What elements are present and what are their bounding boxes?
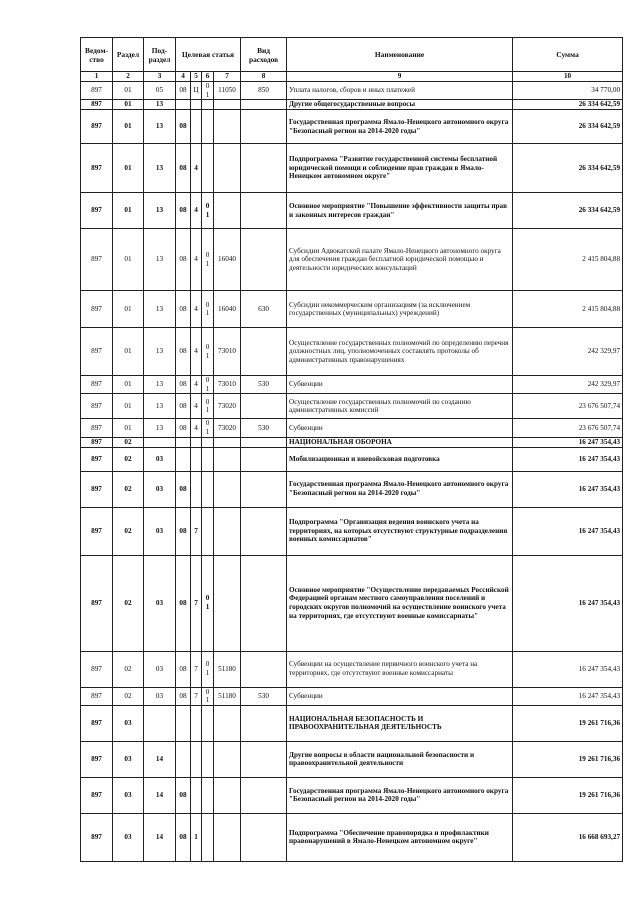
cell-name: Другие вопросы в области национальной безопасности и правоохранительной деятельности — [287, 741, 513, 777]
cell-vid — [241, 193, 287, 229]
cell-target-program: 08 — [176, 555, 191, 651]
table-row — [81, 777, 623, 813]
header-target: Целевая статья — [176, 38, 241, 72]
cell-vid — [241, 705, 287, 741]
cell-name: Осуществление государственных полномочий по созданию административных комиссий — [287, 394, 513, 419]
cell-sum: 16 668 693,27 — [513, 813, 623, 861]
cell-target-subprogram: 7 — [191, 687, 202, 705]
cell-sum: 242 329,97 — [513, 328, 623, 376]
cell-podrazdel: 03 — [144, 471, 176, 507]
cell-sum: 16 247 354,43 — [513, 687, 623, 705]
cell-target-direction: 73020 — [214, 419, 241, 437]
cell-target-subprogram — [191, 741, 202, 777]
cell-target-direction: 73010 — [214, 328, 241, 376]
cell-target-event: 01 — [202, 291, 214, 328]
cell-vid — [241, 447, 287, 471]
cell-vid — [241, 394, 287, 419]
cell-sum: 16 247 354,43 — [513, 507, 623, 555]
table-row — [81, 687, 623, 705]
cell-podrazdel: 13 — [144, 328, 176, 376]
cell-target-subprogram: 4 — [191, 144, 202, 193]
cell-target-direction: 73020 — [214, 394, 241, 419]
cell-target-subprogram: 7 — [191, 555, 202, 651]
cell-name: Уплата налогов, сборов и иных платежей — [287, 82, 513, 100]
cell-razdel: 01 — [113, 110, 144, 144]
cell-target-subprogram: 4 — [191, 376, 202, 394]
cell-name: Субсидии некоммерческим организациям (за исключением государственных (муниципальных) учреждений) — [287, 291, 513, 328]
header-razdel: Раздел — [113, 38, 144, 72]
cell-name: Подпрограмма "Обеспечение правопорядка и профилактики правонарушений в Ямало-Ненецком автономном округе" — [287, 813, 513, 861]
cell-name: Другие общегосударственные вопросы — [287, 100, 513, 110]
cell-target-subprogram — [191, 471, 202, 507]
cell-razdel: 01 — [113, 394, 144, 419]
cell-ved: 897 — [81, 144, 113, 193]
cell-target-direction: 16040 — [214, 291, 241, 328]
table-row — [81, 229, 623, 291]
table-row — [81, 193, 623, 229]
cell-target-event — [202, 471, 214, 507]
column-number: 8 — [241, 72, 287, 82]
cell-ved: 897 — [81, 741, 113, 777]
cell-target-direction — [214, 507, 241, 555]
cell-vid — [241, 507, 287, 555]
cell-target-subprogram: 4 — [191, 394, 202, 419]
cell-target-event: 01 — [202, 193, 214, 229]
cell-ved: 897 — [81, 291, 113, 328]
cell-sum: 242 329,97 — [513, 376, 623, 394]
cell-podrazdel: 03 — [144, 507, 176, 555]
table-row — [81, 82, 623, 100]
cell-name: Подпрограмма "Развитие государственной системы бесплатной юридической помощи и соблюдение прав граждан в Ямало-Ненецком автономном округе" — [287, 144, 513, 193]
cell-target-program — [176, 705, 191, 741]
cell-target-event — [202, 100, 214, 110]
cell-target-program: 08 — [176, 328, 191, 376]
cell-target-event — [202, 437, 214, 447]
cell-target-direction — [214, 144, 241, 193]
table-row — [81, 328, 623, 376]
cell-vid — [241, 741, 287, 777]
cell-target-event: 01 — [202, 419, 214, 437]
cell-target-event — [202, 777, 214, 813]
table-row — [81, 741, 623, 777]
table-row — [81, 813, 623, 861]
column-number: 9 — [287, 72, 513, 82]
cell-target-program: 08 — [176, 687, 191, 705]
cell-ved: 897 — [81, 193, 113, 229]
budget-table — [80, 37, 623, 862]
cell-sum: 34 770,00 — [513, 82, 623, 100]
cell-name: Субвенции — [287, 687, 513, 705]
cell-vid — [241, 651, 287, 687]
cell-target-event: 01 — [202, 376, 214, 394]
cell-target-event — [202, 813, 214, 861]
cell-target-subprogram: 1 — [191, 813, 202, 861]
cell-ved: 897 — [81, 110, 113, 144]
cell-podrazdel: 03 — [144, 447, 176, 471]
cell-target-program: 08 — [176, 193, 191, 229]
header-vid: Вид расходов — [241, 38, 287, 72]
cell-name: Государственная программа Ямало-Ненецкого автономного округа "Безопасный регион на 2014-2020 годы" — [287, 110, 513, 144]
cell-vid — [241, 110, 287, 144]
cell-razdel: 03 — [113, 777, 144, 813]
table-row — [81, 437, 623, 447]
header-podrazdel: Под-раздел — [144, 38, 176, 72]
cell-vid — [241, 777, 287, 813]
cell-target-program: 08 — [176, 144, 191, 193]
cell-target-direction — [214, 193, 241, 229]
cell-target-program: 08 — [176, 291, 191, 328]
cell-vid: 530 — [241, 419, 287, 437]
cell-razdel: 01 — [113, 144, 144, 193]
cell-target-event — [202, 507, 214, 555]
cell-target-subprogram: 4 — [191, 291, 202, 328]
cell-vid — [241, 437, 287, 447]
cell-target-event: 01 — [202, 555, 214, 651]
cell-name: Осуществление государственных полномочий по определению перечня должностных лиц, уполномоченных составлять протоколы об административных правонарушениях — [287, 328, 513, 376]
cell-ved: 897 — [81, 471, 113, 507]
cell-sum: 26 334 642,59 — [513, 100, 623, 110]
cell-sum: 16 247 354,43 — [513, 651, 623, 687]
cell-podrazdel: 13 — [144, 144, 176, 193]
cell-name: Основное мероприятие "Осуществление передаваемых Российской Федерацией органам местного самоуправления поселений и городских округов полномочий на осуществление воинского учета на территориях, где отсутствуют военные комиссариаты" — [287, 555, 513, 651]
cell-podrazdel: 13 — [144, 419, 176, 437]
cell-razdel: 01 — [113, 82, 144, 100]
cell-name: Субвенции — [287, 376, 513, 394]
cell-sum: 19 261 716,36 — [513, 741, 623, 777]
table-row — [81, 394, 623, 419]
cell-sum: 26 334 642,59 — [513, 110, 623, 144]
header-row — [81, 38, 623, 72]
cell-target-event: 01 — [202, 394, 214, 419]
cell-podrazdel: 03 — [144, 651, 176, 687]
cell-ved: 897 — [81, 82, 113, 100]
cell-target-direction — [214, 777, 241, 813]
cell-razdel: 01 — [113, 291, 144, 328]
cell-name: Основное мероприятие "Повышение эффективности защиты прав и законных интересов граждан" — [287, 193, 513, 229]
cell-ved: 897 — [81, 705, 113, 741]
cell-sum: 23 676 507,74 — [513, 394, 623, 419]
cell-razdel: 02 — [113, 437, 144, 447]
cell-target-program: 08 — [176, 82, 191, 100]
cell-name: Государственная программа Ямало-Ненецкого автономного округа "Безопасный регион на 2014-2020 годы" — [287, 777, 513, 813]
cell-target-program: 08 — [176, 813, 191, 861]
cell-ved: 897 — [81, 555, 113, 651]
cell-target-event: 01 — [202, 687, 214, 705]
cell-podrazdel: 14 — [144, 777, 176, 813]
cell-target-program: 08 — [176, 110, 191, 144]
cell-podrazdel: 14 — [144, 813, 176, 861]
cell-target-direction: 73010 — [214, 376, 241, 394]
cell-podrazdel: 13 — [144, 394, 176, 419]
cell-name: Субвенции на осуществление первичного воинского учета на территориях, где отсутствуют военные комиссариаты — [287, 651, 513, 687]
cell-sum: 2 415 804,88 — [513, 291, 623, 328]
cell-target-event — [202, 447, 214, 471]
table-row — [81, 555, 623, 651]
cell-podrazdel: 13 — [144, 291, 176, 328]
cell-ved: 897 — [81, 687, 113, 705]
column-number: 1 — [81, 72, 113, 82]
cell-podrazdel: 13 — [144, 193, 176, 229]
cell-ved: 897 — [81, 507, 113, 555]
cell-target-direction — [214, 705, 241, 741]
cell-vid — [241, 144, 287, 193]
cell-ved: 897 — [81, 376, 113, 394]
cell-vid: 850 — [241, 82, 287, 100]
cell-target-subprogram: 4 — [191, 229, 202, 291]
column-number: 7 — [214, 72, 241, 82]
cell-podrazdel: 05 — [144, 82, 176, 100]
cell-target-program: 08 — [176, 777, 191, 813]
cell-target-program — [176, 447, 191, 471]
table-row — [81, 471, 623, 507]
cell-razdel: 03 — [113, 741, 144, 777]
cell-ved: 897 — [81, 419, 113, 437]
cell-target-direction: 51180 — [214, 651, 241, 687]
cell-vid — [241, 813, 287, 861]
cell-name: НАЦИОНАЛЬНАЯ БЕЗОПАСНОСТЬ И ПРАВООХРАНИТЕЛЬНАЯ ДЕЯТЕЛЬНОСТЬ — [287, 705, 513, 741]
cell-sum: 2 415 804,88 — [513, 229, 623, 291]
cell-podrazdel: 13 — [144, 110, 176, 144]
cell-ved: 897 — [81, 394, 113, 419]
cell-ved: 897 — [81, 813, 113, 861]
cell-ved: 897 — [81, 777, 113, 813]
cell-razdel: 01 — [113, 193, 144, 229]
cell-target-subprogram: 7 — [191, 507, 202, 555]
cell-vid — [241, 229, 287, 291]
cell-sum: 26 334 642,59 — [513, 193, 623, 229]
cell-razdel: 02 — [113, 687, 144, 705]
column-number: 4 — [176, 72, 191, 82]
header-name: Наименование — [287, 38, 513, 72]
cell-ved: 897 — [81, 651, 113, 687]
table-row — [81, 651, 623, 687]
cell-target-event — [202, 144, 214, 193]
cell-sum: 19 261 716,36 — [513, 705, 623, 741]
column-number: 10 — [513, 72, 623, 82]
cell-target-program: 08 — [176, 394, 191, 419]
header-sum: Сумма — [513, 38, 623, 72]
cell-target-program — [176, 437, 191, 447]
cell-target-program: 08 — [176, 229, 191, 291]
cell-sum: 16 247 354,43 — [513, 447, 623, 471]
cell-target-event — [202, 705, 214, 741]
cell-razdel: 02 — [113, 555, 144, 651]
cell-target-subprogram: 7 — [191, 651, 202, 687]
cell-podrazdel: 14 — [144, 741, 176, 777]
cell-ved: 897 — [81, 100, 113, 110]
cell-sum: 26 334 642,59 — [513, 144, 623, 193]
cell-target-subprogram — [191, 777, 202, 813]
cell-ved: 897 — [81, 437, 113, 447]
cell-target-program — [176, 741, 191, 777]
table-row — [81, 110, 623, 144]
cell-target-event: 01 — [202, 328, 214, 376]
cell-target-program: 08 — [176, 651, 191, 687]
cell-sum: 19 261 716,36 — [513, 777, 623, 813]
cell-ved: 897 — [81, 229, 113, 291]
cell-target-program: 08 — [176, 471, 191, 507]
cell-target-subprogram — [191, 100, 202, 110]
cell-podrazdel: 13 — [144, 376, 176, 394]
budget-document — [80, 37, 623, 862]
column-number: 2 — [113, 72, 144, 82]
cell-target-direction: 11050 — [214, 82, 241, 100]
table-row — [81, 447, 623, 471]
cell-target-subprogram — [191, 110, 202, 144]
cell-sum: 16 247 354,43 — [513, 555, 623, 651]
cell-target-subprogram: 4 — [191, 419, 202, 437]
cell-podrazdel: 13 — [144, 100, 176, 110]
cell-target-event: 01 — [202, 651, 214, 687]
cell-target-direction — [214, 741, 241, 777]
table-row — [81, 507, 623, 555]
cell-target-event — [202, 741, 214, 777]
cell-target-direction — [214, 471, 241, 507]
column-number: 6 — [202, 72, 214, 82]
cell-target-subprogram — [191, 705, 202, 741]
cell-podrazdel — [144, 705, 176, 741]
cell-razdel: 01 — [113, 419, 144, 437]
cell-name: Субсидии Адвокатской палате Ямало-Ненецкого автономного округа для обеспечения граждан бесплатной юридической помощью и деятельности юридических консультаций — [287, 229, 513, 291]
cell-razdel: 01 — [113, 376, 144, 394]
cell-vid — [241, 100, 287, 110]
cell-target-direction — [214, 447, 241, 471]
cell-target-subprogram: 4 — [191, 193, 202, 229]
cell-name: Подпрограмма "Организация ведения воинского учета на территориях, на которых отсутствуют структурные подразделения военных комиссариатов" — [287, 507, 513, 555]
cell-podrazdel: 03 — [144, 555, 176, 651]
cell-razdel: 01 — [113, 229, 144, 291]
cell-sum: 16 247 354,43 — [513, 471, 623, 507]
cell-target-direction: 51180 — [214, 687, 241, 705]
cell-target-direction: 16040 — [214, 229, 241, 291]
table-row — [81, 419, 623, 437]
cell-sum: 23 676 507,74 — [513, 419, 623, 437]
header-ved: Ведом-ство — [81, 38, 113, 72]
cell-target-direction — [214, 110, 241, 144]
table-row — [81, 376, 623, 394]
cell-ved: 897 — [81, 447, 113, 471]
cell-target-program — [176, 100, 191, 110]
cell-target-subprogram — [191, 447, 202, 471]
cell-target-direction — [214, 100, 241, 110]
cell-name: Государственная программа Ямало-Ненецкого автономного округа "Безопасный регион на 2014-2020 годы" — [287, 471, 513, 507]
cell-name: Мобилизационная и вневойсковая подготовка — [287, 447, 513, 471]
table-row — [81, 144, 623, 193]
cell-vid: 530 — [241, 376, 287, 394]
cell-target-event — [202, 110, 214, 144]
cell-razdel: 02 — [113, 651, 144, 687]
cell-razdel: 02 — [113, 507, 144, 555]
column-number-row — [81, 72, 623, 82]
cell-podrazdel: 03 — [144, 687, 176, 705]
cell-sum: 16 247 354,43 — [513, 437, 623, 447]
cell-target-event: 01 — [202, 82, 214, 100]
cell-podrazdel: 13 — [144, 229, 176, 291]
table-row — [81, 100, 623, 110]
cell-podrazdel — [144, 437, 176, 447]
cell-name: Субвенции — [287, 419, 513, 437]
cell-target-subprogram: 4 — [191, 328, 202, 376]
table-row — [81, 291, 623, 328]
cell-name: НАЦИОНАЛЬНАЯ ОБОРОНА — [287, 437, 513, 447]
column-number: 5 — [191, 72, 202, 82]
cell-vid — [241, 555, 287, 651]
table-body — [81, 82, 623, 862]
cell-target-subprogram — [191, 437, 202, 447]
cell-razdel: 01 — [113, 328, 144, 376]
cell-vid: 630 — [241, 291, 287, 328]
table-row — [81, 705, 623, 741]
column-number: 3 — [144, 72, 176, 82]
cell-ved: 897 — [81, 328, 113, 376]
cell-target-direction — [214, 813, 241, 861]
cell-target-direction — [214, 437, 241, 447]
cell-target-direction — [214, 555, 241, 651]
cell-target-subprogram: Ц — [191, 82, 202, 100]
cell-vid — [241, 471, 287, 507]
cell-razdel: 03 — [113, 813, 144, 861]
cell-target-program: 08 — [176, 507, 191, 555]
cell-razdel: 01 — [113, 100, 144, 110]
cell-target-event: 01 — [202, 229, 214, 291]
cell-vid — [241, 328, 287, 376]
cell-razdel: 02 — [113, 447, 144, 471]
cell-razdel: 03 — [113, 705, 144, 741]
cell-vid: 530 — [241, 687, 287, 705]
cell-target-program: 08 — [176, 376, 191, 394]
cell-razdel: 02 — [113, 471, 144, 507]
cell-target-program: 08 — [176, 419, 191, 437]
